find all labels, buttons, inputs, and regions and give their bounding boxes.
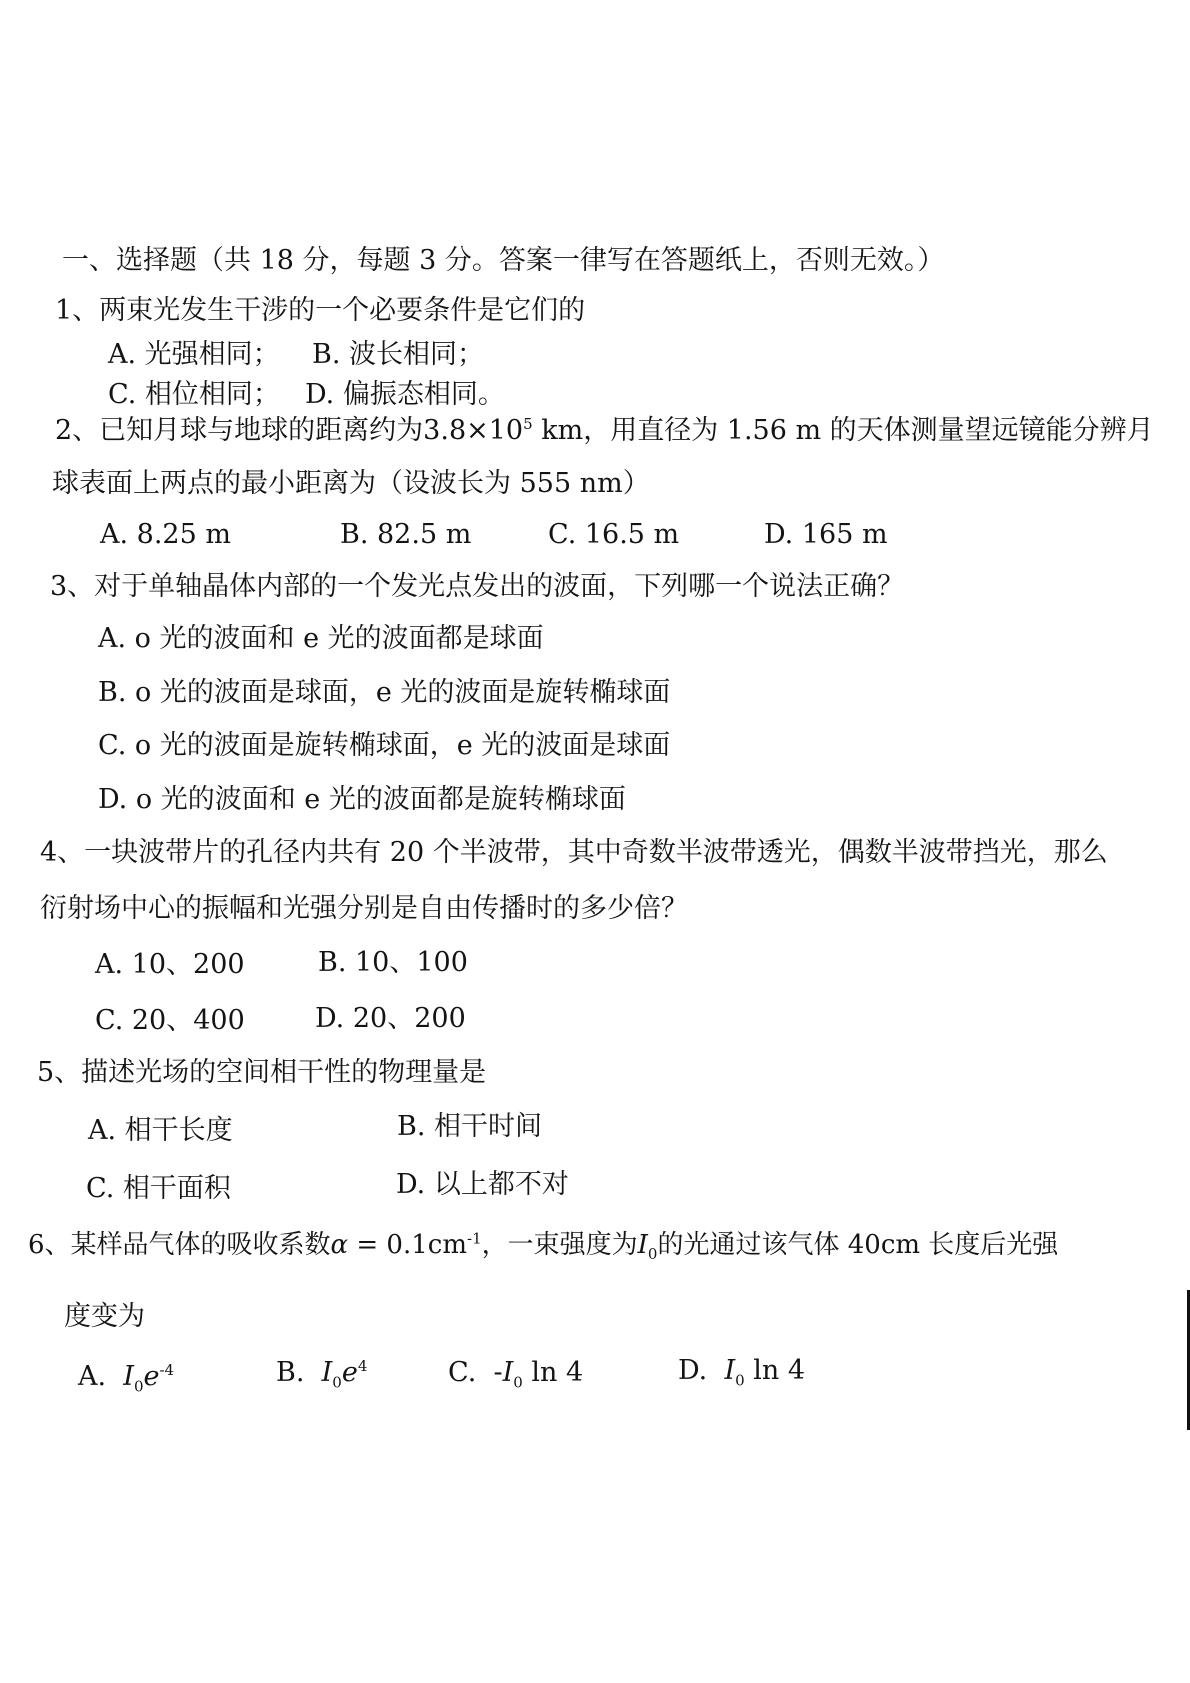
question-1-option-b: B. 波长相同； bbox=[312, 339, 485, 370]
option-b-exponent: 4 bbox=[357, 1357, 368, 1375]
question-2-stem-line2: 球表面上两点的最小距离为（设波长为 555 nm） bbox=[52, 468, 650, 499]
option-d-intensity-subscript: 0 bbox=[735, 1371, 745, 1390]
question-3-option-a: A. o 光的波面和 e 光的波面都是球面 bbox=[98, 623, 544, 654]
question-5-stem: 5、描述光场的空间相干性的物理量是 bbox=[37, 1057, 487, 1088]
question-1-option-d: D. 偏振态相同。 bbox=[305, 379, 505, 410]
option-c-intensity-subscript: 0 bbox=[513, 1373, 523, 1392]
option-a-intensity: I bbox=[123, 1361, 134, 1392]
question-5-option-d: D. 以上都不对 bbox=[396, 1169, 569, 1200]
intensity-subscript: 0 bbox=[647, 1245, 658, 1264]
question-1-option-c: C. 相位相同； bbox=[108, 379, 280, 410]
option-a-exponent: -4 bbox=[159, 1361, 175, 1379]
absorption-coefficient-symbol: α bbox=[330, 1230, 349, 1260]
question-4-option-b: B. 10、100 bbox=[318, 947, 468, 978]
option-a-exponential-base: e bbox=[143, 1361, 160, 1392]
option-d-logarithm: ln 4 bbox=[744, 1355, 806, 1386]
question-2-stem-pre: 2、已知月球与地球的距离约为3.8×10 bbox=[55, 415, 524, 446]
option-d-label: D. bbox=[678, 1355, 708, 1386]
option-d-intensity: I bbox=[724, 1355, 736, 1386]
question-3-option-c: C. o 光的波面是旋转椭球面，e 光的波面是球面 bbox=[98, 730, 671, 761]
question-6-option-a bbox=[78, 1360, 174, 1394]
question-5-option-b: B. 相干时间 bbox=[397, 1111, 543, 1142]
option-c-intensity: I bbox=[502, 1357, 514, 1388]
question-2-option-a: A. 8.25 m bbox=[100, 519, 231, 550]
question-3-option-d: D. o 光的波面和 e 光的波面都是旋转椭球面 bbox=[98, 784, 626, 815]
question-6-stem-mid: ，一束强度为 bbox=[481, 1230, 638, 1260]
question-2-option-c: C. 16.5 m bbox=[548, 519, 680, 550]
question-3-option-b: B. o 光的波面是球面，e 光的波面是旋转椭球面 bbox=[98, 677, 671, 708]
question-6-equation: = 0.1cm bbox=[348, 1230, 467, 1260]
question-2-option-b: B. 82.5 m bbox=[340, 519, 472, 550]
option-c-label: C. bbox=[448, 1357, 477, 1388]
question-6-option-b bbox=[276, 1356, 367, 1390]
option-b-intensity: I bbox=[321, 1357, 333, 1388]
option-b-label: B. bbox=[276, 1357, 305, 1388]
question-6-option-c bbox=[448, 1356, 583, 1390]
question-2-exponent: 5 bbox=[523, 415, 533, 433]
section-header: 一、选择题（共 18 分，每题 3 分。答案一律写在答题纸上，否则无效。） bbox=[62, 245, 945, 276]
question-4-option-c: C. 20、400 bbox=[95, 1005, 245, 1036]
question-4-option-a: A. 10、200 bbox=[95, 949, 245, 980]
question-1-stem: 1、两束光发生干涉的一个必要条件是它们的 bbox=[55, 295, 586, 326]
option-c-logarithm: ln 4 bbox=[522, 1357, 584, 1388]
intensity-symbol: I bbox=[637, 1230, 648, 1260]
question-2-stem bbox=[55, 414, 1154, 448]
option-b-exponential-base: e bbox=[341, 1357, 358, 1388]
question-6-stem bbox=[28, 1228, 1058, 1262]
question-1-option-a: A. 光强相同； bbox=[108, 339, 280, 370]
option-c-negative-sign: - bbox=[493, 1357, 503, 1388]
option-a-label: A. bbox=[78, 1361, 107, 1392]
question-6-unit-exponent: -1 bbox=[467, 1229, 482, 1248]
question-5-option-a: A. 相干长度 bbox=[88, 1115, 233, 1146]
option-a-intensity-subscript: 0 bbox=[133, 1377, 144, 1396]
question-2-stem-post: km，用直径为 1.56 m 的天体测量望远镜能分辨月 bbox=[532, 415, 1154, 446]
question-6-stem-line2: 度变为 bbox=[64, 1301, 145, 1332]
question-6-stem-pre: 6、某样品气体的吸收系数 bbox=[28, 1230, 331, 1260]
question-2-option-d: D. 165 m bbox=[764, 519, 888, 550]
question-6-stem-post: 的光通过该气体 40cm 长度后光强 bbox=[657, 1230, 1059, 1260]
question-4-option-d: D. 20、200 bbox=[315, 1003, 466, 1034]
question-5-option-c: C. 相干面积 bbox=[86, 1173, 231, 1204]
option-b-intensity-subscript: 0 bbox=[332, 1373, 342, 1392]
question-4-stem: 4、一块波带片的孔径内共有 20 个半波带，其中奇数半波带透光，偶数半波带挡光，那么 bbox=[40, 837, 1108, 868]
question-3-stem: 3、对于单轴晶体内部的一个发光点发出的波面，下列哪一个说法正确？ bbox=[50, 571, 905, 602]
question-4-stem-line2: 衍射场中心的振幅和光强分别是自由传播时的多少倍？ bbox=[40, 893, 688, 924]
question-6-option-d bbox=[678, 1354, 805, 1388]
